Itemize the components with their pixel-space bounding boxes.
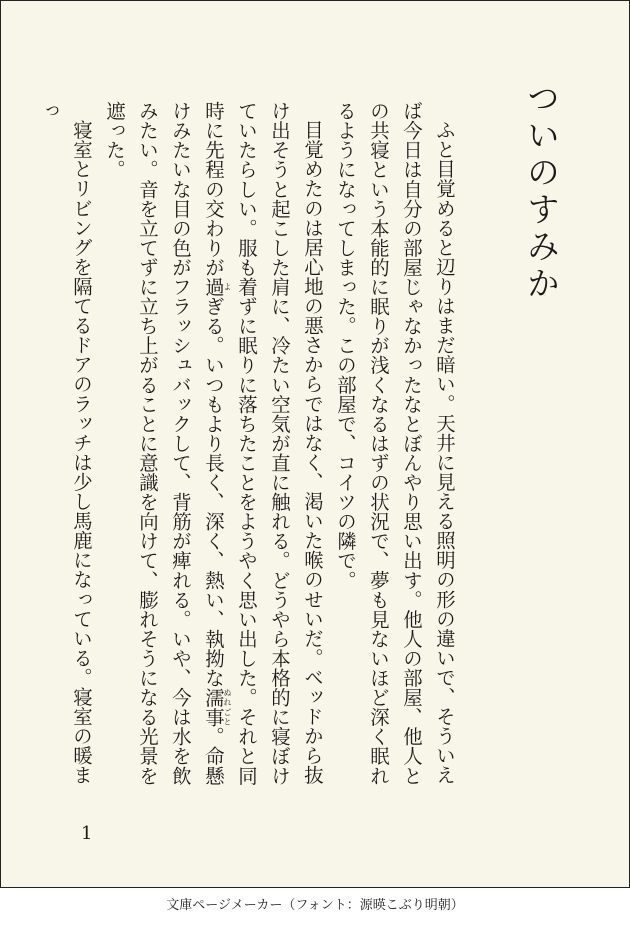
paragraph-3: 寝室とリビングを隔てるドアのラッチは少し馬鹿になっている。寝室の暖まっ — [37, 101, 93, 786]
ruby-annotation: 濡事ぬれごと — [202, 687, 232, 727]
footer-credit: 文庫ページメーカー（フォント：源暎こぶり明朝） — [166, 898, 464, 913]
page-title: ついのすみか — [522, 81, 561, 303]
page-number: 1 — [81, 823, 93, 844]
body-text — [37, 101, 461, 791]
paragraph-2: 目覚めたのは居心地の悪さからではなく、渇いた喉のせいだ。ベッドから抜け出そうと起こした肩に、冷たい空気が直に触れる。どうやら本格的に寝ぼけていたらしい。服も着ずに眠りに落ちたことをようやく思い出した。それと同時に先程の交わりが過よぎる。いつもより長く、深く、熱い、執拗な濡事ぬれごと。命懸けみたいな目の色がフラッシュバックして、背筋が痺れる。いや、今は水を飲みたい。音を立てずに立ち上がることに意識を向けて、膨れそうになる光景を遮った。 — [103, 101, 324, 786]
paragraph-1: ふと目覚めると辺りはまだ暗い。天井に見える照明の形の違いで、そういえば今日は自分の部屋じゃなかったなとぼんやり思い出す。他人の部屋、他人との共寝という本能的に眠りが浅くなるはずの状況で、夢も見ないほど深く眠れるようになってしまった。この部屋で、コイツの隣で。 — [334, 101, 456, 786]
ruby-annotation: 過よ — [202, 276, 232, 297]
